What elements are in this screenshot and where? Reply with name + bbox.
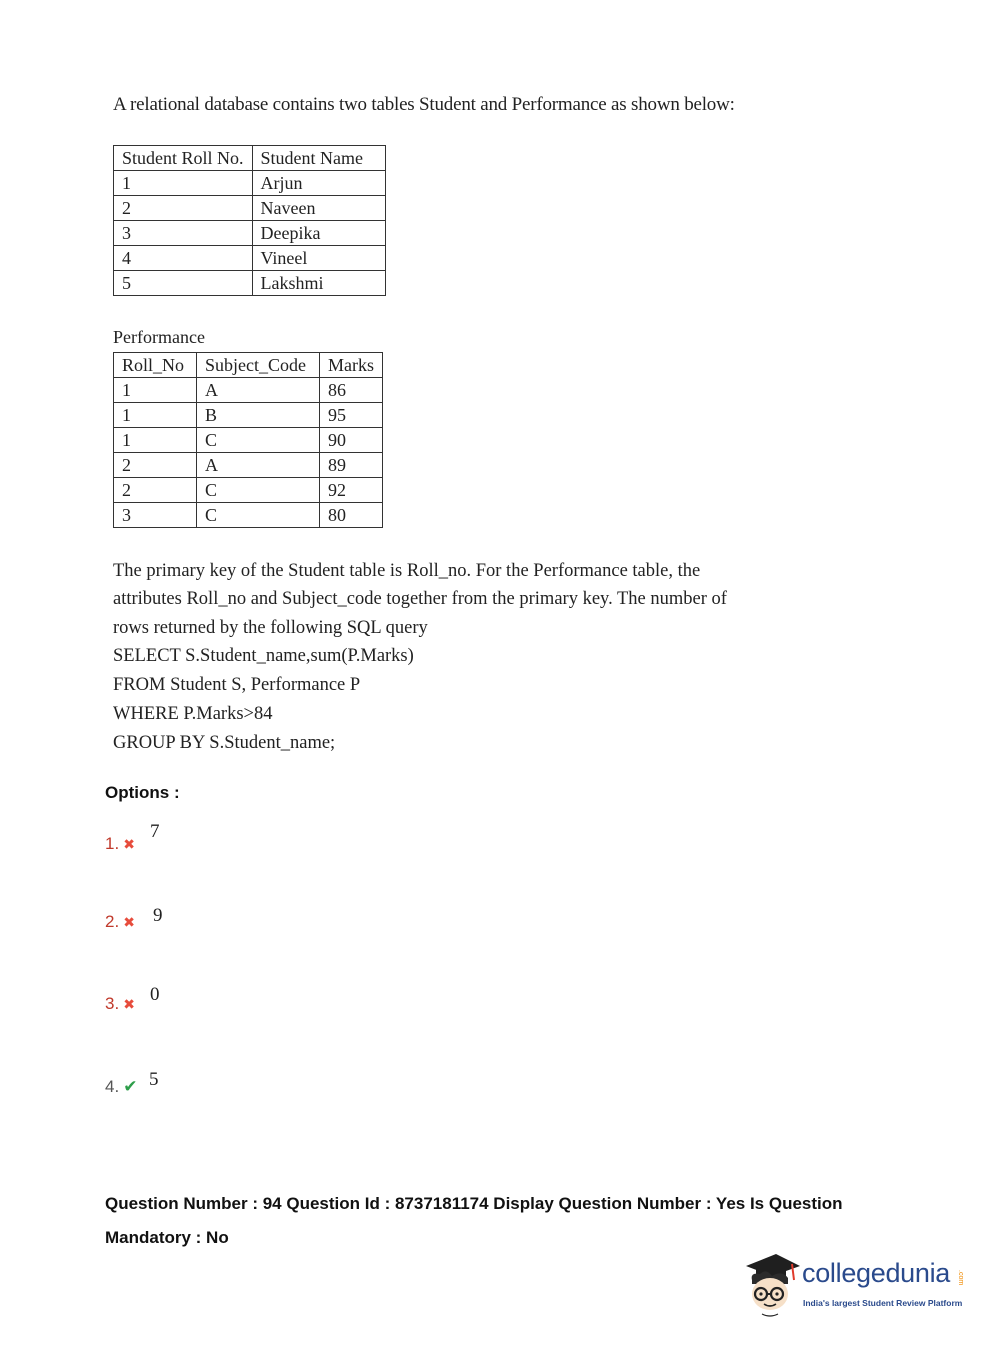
question-text-line: The primary key of the Student table is Roll_no. For the Performance table, the — [113, 561, 701, 581]
table-header-row — [114, 353, 383, 378]
option-number: 4. — [105, 1077, 120, 1096]
table-cell: 2 — [114, 196, 253, 221]
table-cell: C — [197, 478, 320, 503]
options-heading: Options : — [105, 783, 180, 802]
performance-table — [113, 352, 383, 528]
option-3[interactable] — [105, 994, 135, 1014]
table-cell: C — [197, 428, 320, 453]
column-header: Roll_No — [114, 353, 197, 378]
table-row — [114, 428, 383, 453]
table-row — [114, 453, 383, 478]
table-cell: Deepika — [252, 221, 385, 246]
option-4[interactable] — [105, 1077, 137, 1097]
option-value: 5 — [149, 1069, 159, 1090]
table-cell: C — [197, 503, 320, 528]
table-row — [114, 503, 383, 528]
question-text-line: rows returned by the following SQL query — [113, 618, 428, 638]
cross-mark-icon: ✖ — [123, 836, 135, 852]
table-cell: 2 — [114, 453, 197, 478]
question-meta-line: Mandatory : No — [105, 1228, 229, 1247]
option-2[interactable] — [105, 912, 135, 932]
option-number: 3. — [105, 994, 120, 1013]
intro-text: A relational database contains two tables Student and Performance as shown below: — [113, 94, 735, 115]
table-row — [114, 221, 386, 246]
table-cell: 1 — [114, 171, 253, 196]
table-cell: 89 — [320, 453, 383, 478]
table-cell: A — [197, 378, 320, 403]
table-row — [114, 403, 383, 428]
performance-caption: Performance — [113, 327, 205, 347]
table-row — [114, 378, 383, 403]
table-cell: 2 — [114, 478, 197, 503]
sql-line: FROM Student S, Performance P — [113, 675, 361, 695]
table-cell: 1 — [114, 378, 197, 403]
sql-line: WHERE P.Marks>84 — [113, 704, 273, 724]
table-cell: Naveen — [252, 196, 385, 221]
table-cell: Lakshmi — [252, 271, 385, 296]
option-number: 2. — [105, 912, 120, 931]
table-cell: 90 — [320, 428, 383, 453]
option-value: 7 — [150, 821, 160, 842]
option-number: 1. — [105, 834, 120, 853]
table-cell: 86 — [320, 378, 383, 403]
option-1[interactable] — [105, 834, 135, 854]
table-cell: 5 — [114, 271, 253, 296]
column-header: Marks — [320, 353, 383, 378]
table-cell: 3 — [114, 221, 253, 246]
table-cell: 92 — [320, 478, 383, 503]
table-row — [114, 196, 386, 221]
cross-mark-icon: ✖ — [123, 996, 135, 1012]
table-row — [114, 478, 383, 503]
check-mark-icon: ✔ — [123, 1077, 138, 1096]
table-cell: 3 — [114, 503, 197, 528]
question-meta-line: Question Number : 94 Question Id : 8737181174 Display Question Number : Yes Is Question — [105, 1194, 843, 1213]
table-row — [114, 171, 386, 196]
table-cell: Vineel — [252, 246, 385, 271]
table-cell: A — [197, 453, 320, 478]
option-value: 0 — [150, 984, 160, 1005]
table-cell: 95 — [320, 403, 383, 428]
sql-line: SELECT S.Student_name,sum(P.Marks) — [113, 646, 414, 666]
question-text-line: attributes Roll_no and Subject_code together from the primary key. The number of — [113, 589, 727, 609]
table-cell: B — [197, 403, 320, 428]
cross-mark-icon: ✖ — [123, 914, 135, 930]
logo-tagline: India's largest Student Review Platform — [803, 1298, 963, 1308]
table-row — [114, 271, 386, 296]
table-cell: 1 — [114, 403, 197, 428]
table-cell: 80 — [320, 503, 383, 528]
sql-line: GROUP BY S.Student_name; — [113, 733, 336, 753]
table-cell: 1 — [114, 428, 197, 453]
column-header: Student Name — [252, 146, 385, 171]
table-header-row — [114, 146, 386, 171]
student-table — [113, 145, 386, 296]
option-value: 9 — [153, 905, 163, 926]
column-header: Student Roll No. — [114, 146, 253, 171]
table-row — [114, 246, 386, 271]
table-cell: 4 — [114, 246, 253, 271]
collegedunia-wordmark: collegedunia — [802, 1258, 951, 1288]
collegedunia-mascot-icon — [742, 1250, 802, 1318]
table-cell: Arjun — [252, 171, 385, 196]
logo-suffix: .com — [957, 1270, 964, 1286]
column-header: Subject_Code — [197, 353, 320, 378]
